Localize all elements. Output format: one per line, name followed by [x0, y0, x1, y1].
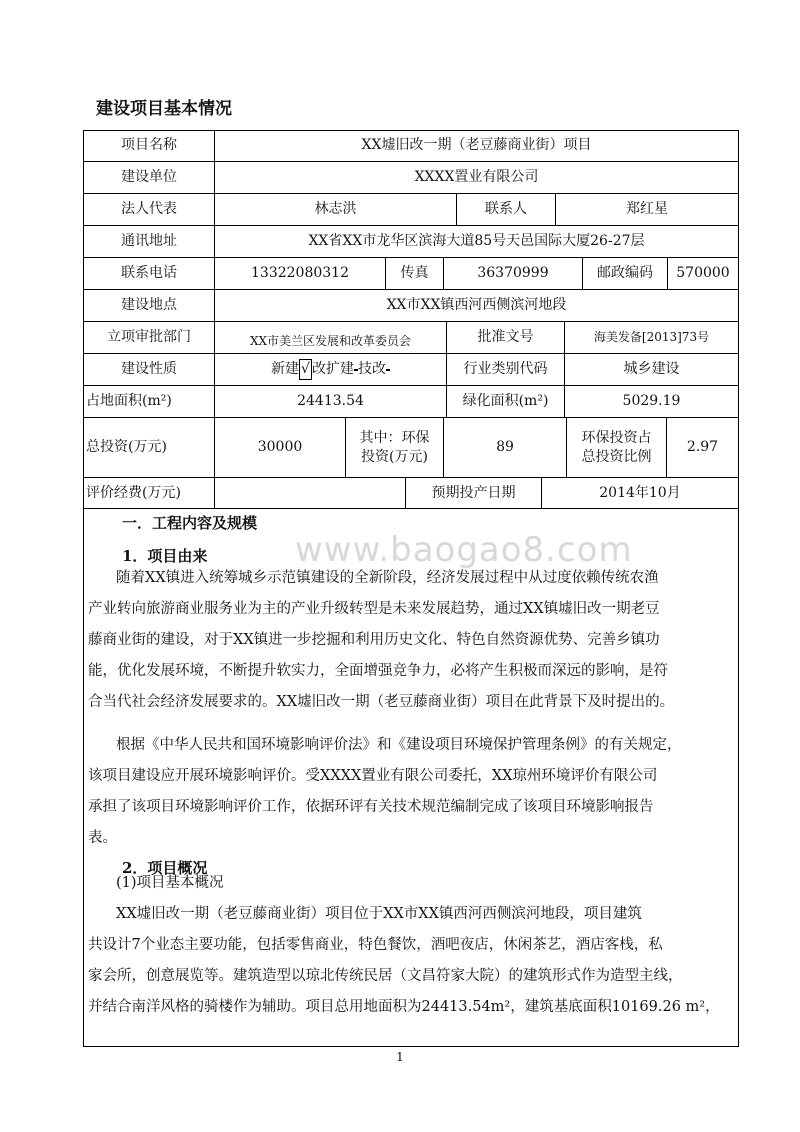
investment: 30000 [257, 439, 303, 456]
paragraph-line: 合当代社会经济发展要求的。XX墟旧改一期（老豆藤商业街）项目在此背景下及时提出的。 [88, 694, 675, 710]
env-invest-label-line2: 投资(万元) [361, 448, 428, 465]
project-name: XX墟旧改一期（老豆藤商业街）项目 [361, 137, 592, 154]
nature-new-check: √ [299, 359, 312, 380]
production-date-label: 预期投产日期 [431, 484, 516, 501]
nature-label: 建设性质 [121, 361, 177, 378]
paragraph-line: 随着XX镇进入统筹城乡示范镇建设的全新阶段，经济发展过程中从过度依赖传统农渔 [116, 570, 659, 586]
env-invest-label [346, 418, 443, 477]
nature-expand: 改扩建 [311, 361, 354, 378]
industry-code-label: 行业类别代码 [463, 361, 548, 378]
fax-label: 传真 [400, 265, 429, 282]
paragraph-line: 家会所，创意展览等。建筑造型以琼北传统民居（文昌符家大院）的建筑形式作为造型主线， [88, 968, 683, 984]
contact: 郑红星 [626, 201, 668, 218]
paragraph-line: 表。 [88, 830, 117, 846]
nature-tech-check [386, 369, 390, 371]
nature-options [215, 354, 446, 385]
area: 24413.54 [297, 393, 364, 410]
builder-label: 建设单位 [121, 169, 177, 186]
paragraph-3 [88, 899, 734, 1023]
green: 5029.19 [622, 393, 681, 410]
paragraph-line: 该项目建设应开展环境影响评价。受XXXX置业有限公司委托，XX琼州环境评价有限公司 [88, 768, 658, 784]
approval-doc: 海美发备[2013]73号 [593, 330, 710, 345]
page-number: 1 [396, 1050, 404, 1064]
ratio-label-line2: 总投资比例 [581, 448, 652, 465]
phone: 13322080312 [251, 265, 349, 282]
area-label: 占地面积(m²) [86, 393, 172, 410]
paragraph-line: 能，优化发展环境，不断提升软实力，全面增强竞争力，必将产生积极而深远的影响，是符 [88, 663, 668, 679]
approval-dept: XX市美兰区发展和改革委员会 [249, 334, 412, 349]
ratio: 2.97 [686, 439, 719, 456]
section-heading: 一．工程内容及规模 [122, 514, 258, 532]
investment-label: 总投资(万元) [86, 439, 167, 456]
paragraph-line: XX墟旧改一期（老豆藤商业街）项目位于XX市XX镇西河西侧滨河地段，项目建筑 [116, 906, 642, 922]
postcode-label: 邮政编码 [597, 265, 653, 282]
paragraph-line: 并结合南洋风格的骑楼作为辅助。项目总用地面积为24413.54m²，建筑基底面积10169.26 m²， [88, 999, 720, 1015]
paragraph-line: 藤商业街的建设，对于XX镇进一步挖掘和利用历史文化、特色自然资源优势、完善乡镇功 [88, 632, 660, 648]
approval-doc-label: 批准文号 [477, 329, 534, 346]
subsection-1-heading: 1．项目由来 [122, 547, 208, 565]
site-label: 建设地点 [121, 297, 177, 314]
ratio-label-line1: 环保投资占 [581, 429, 652, 446]
subsection-2-item: (1)项目基本概况 [116, 875, 224, 891]
production-date: 2014年10月 [599, 484, 681, 501]
postcode: 570000 [676, 265, 730, 282]
paragraph-line: 根据《中华人民共和国环境影响评价法》和《建设项目环境保护管理条例》的有关规定， [116, 737, 682, 753]
paragraph-line: 产业转向旅游商业服务业为主的产业升级转型是未来发展趋势，通过XX镇墟旧改一期老豆 [88, 601, 660, 617]
project-name-label: 项目名称 [121, 137, 177, 154]
paragraph-line: 承担了该项目环境影响评价工作，依据环评有关技术规范编制完成了该项目环境影响报告 [88, 799, 654, 815]
page-title: 建设项目基本情况 [96, 99, 232, 119]
nature-tech: 技改 [357, 361, 386, 378]
address: XX省XX市龙华区滨海大道85号天邑国际大厦26-27层 [308, 233, 645, 250]
industry-code: 城乡建设 [623, 361, 680, 378]
legal-rep-label: 法人代表 [121, 201, 177, 218]
contact-label: 联系人 [485, 201, 527, 218]
eval-fee [215, 478, 405, 508]
address-label: 通讯地址 [121, 233, 177, 250]
paragraph-1 [88, 563, 734, 718]
paragraph-line: 共设计7个业态主要功能，包括零售商业，特色餐饮，酒吧夜店，休闲茶艺，酒店客栈，私 [88, 937, 663, 953]
watermark: www.baogao8.com [295, 530, 633, 570]
ratio-label [567, 418, 666, 477]
approval-dept-label: 立项审批部门 [107, 329, 191, 346]
env-invest-label-line1: 其中：环保 [359, 429, 430, 446]
fax: 36370999 [477, 265, 549, 282]
subsection-2-heading: 2．项目概况 [122, 859, 208, 877]
legal-rep: 林志洪 [314, 201, 357, 218]
paragraph-2 [88, 730, 734, 854]
eval-fee-label: 评价经费(万元) [86, 484, 181, 501]
nature-new: 新建 [271, 361, 300, 378]
phone-label: 联系电话 [121, 265, 177, 282]
site: XX市XX镇西河西侧滨河地段 [386, 297, 567, 314]
env-invest: 89 [496, 439, 514, 456]
builder: XXXX置业有限公司 [414, 169, 539, 186]
green-label: 绿化面积(m²) [462, 393, 549, 410]
